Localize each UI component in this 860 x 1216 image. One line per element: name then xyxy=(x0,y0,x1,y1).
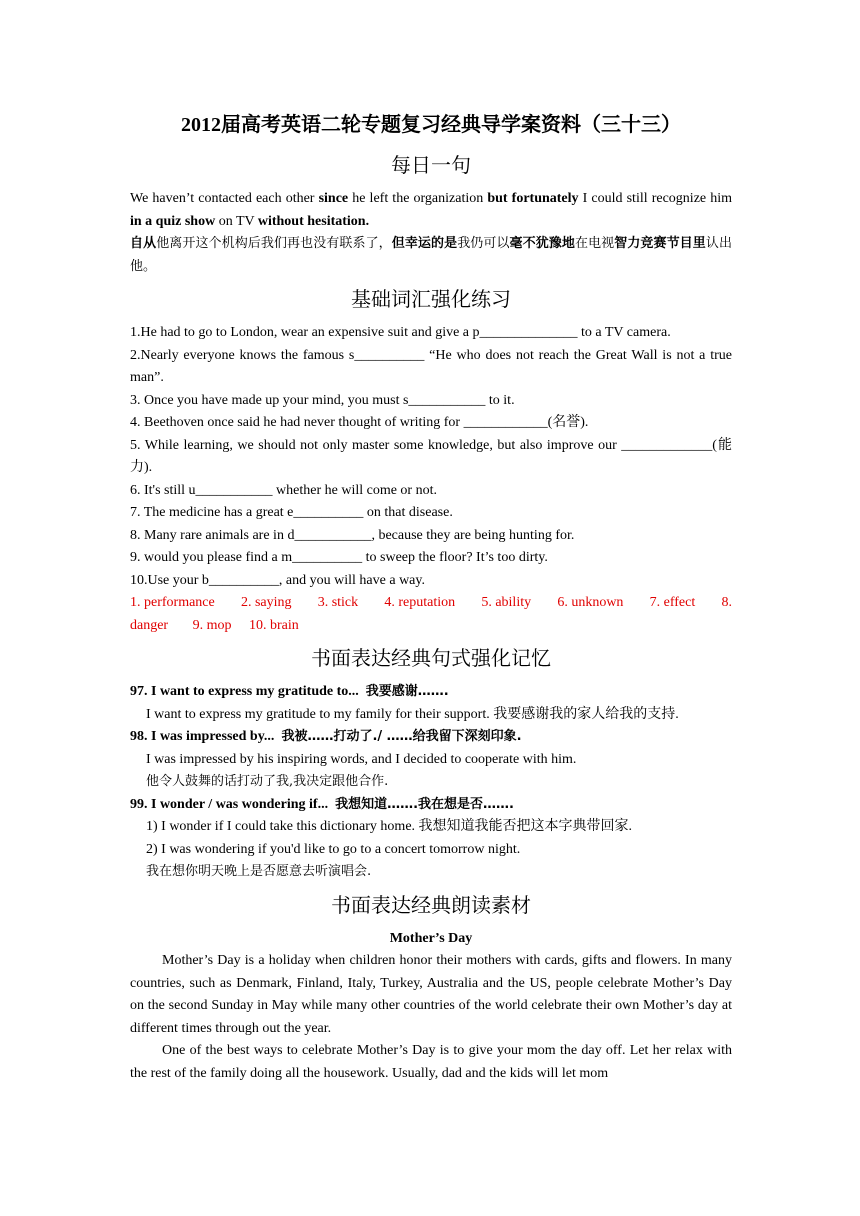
reading-subtitle: Mother’s Day xyxy=(389,930,473,946)
pattern-98-example: I was impressed by his inspiring words, and I decided to cooperate with him. xyxy=(146,751,577,767)
vocab-answers-line1 xyxy=(130,592,732,615)
vocab-answers-line2 xyxy=(130,615,732,638)
pattern-zh: 我被……打动了./ ……给我留下深刻印象. xyxy=(281,729,522,744)
answer-item: 9. mop xyxy=(192,617,232,633)
pattern-97-head xyxy=(130,681,732,704)
pattern-98-head xyxy=(130,726,732,749)
pattern-97-example: I want to express my gratitude to my family for their support. 我要感谢我的家人给我的支持. xyxy=(146,706,679,722)
daily-zh-seg: 认出他。 xyxy=(130,236,732,274)
answer-item: 10. brain xyxy=(248,617,299,633)
daily-zh-seg: 智力竞赛节目里 xyxy=(614,236,706,251)
daily-zh-seg: 他离开这个机构后我们再也没有联系了， xyxy=(156,236,392,251)
vocab-item: 9. would you please find a m__________ to sweep the floor? It’s too dirty. xyxy=(130,550,548,565)
vocab-item: 10.Use your b__________, and you will have a way. xyxy=(130,572,425,588)
answer-item: 6. unknown xyxy=(557,595,624,610)
answer-item: danger xyxy=(130,617,169,633)
pattern-en: 98. I was impressed by... xyxy=(130,729,275,744)
daily-en-seg: he left the organization xyxy=(348,191,488,206)
daily-heading: 每日一句 xyxy=(391,153,471,177)
answer-item: 4. reputation xyxy=(384,595,456,610)
pattern-zh: 我想知道…….我在想是否……. xyxy=(335,796,514,812)
reading-paragraph-2: One of the best ways to celebrate Mother’s Day is to give your mom the day off. Let her relax with the rest of the family doing all the housework. Usually, dad and the kids will let mom xyxy=(130,1043,732,1081)
pattern-99-example-1: 1) I wonder if I could take this dictionary home. 我想知道我能否把这本字典带回家. xyxy=(146,819,633,834)
daily-en-seg: on TV xyxy=(215,213,258,229)
vocab-heading: 基础词汇强化练习 xyxy=(351,287,511,311)
daily-en-seg: since xyxy=(318,191,349,206)
answer-item: 8. xyxy=(721,595,732,610)
answer-item: 1. performance xyxy=(130,595,215,610)
document-page xyxy=(130,110,732,1085)
vocab-item: 1.He had to go to London, wear an expensive suit and give a p______________ to a TV camera. xyxy=(130,325,671,340)
reading-heading: 书面表达经典朗读素材 xyxy=(331,892,531,917)
daily-en-seg: We haven’t contacted each other xyxy=(130,191,319,206)
daily-zh-seg: 但幸运的是 xyxy=(391,236,458,251)
sentences-heading: 书面表达经典句式强化记忆 xyxy=(311,646,551,670)
pattern-98-translation: 他令人鼓舞的话打动了我,我决定跟他合作. xyxy=(146,774,389,789)
vocab-item: 7. The medicine has a great e__________ on that disease. xyxy=(130,505,453,520)
daily-sentence-zh xyxy=(130,233,732,278)
daily-zh-seg: 我仍可以 xyxy=(457,236,510,251)
pattern-en: 99. I wonder / was wondering if... xyxy=(130,796,329,812)
daily-zh-seg: 毫不犹豫地 xyxy=(509,236,575,251)
daily-en-seg: I could still recognize him xyxy=(578,191,732,206)
reading-paragraph-1: Mother’s Day is a holiday when children honor their mothers with cards, gifts and flowers. In many countries, such as Denmark, Finland, Italy, Turkey, Australia and the US, people celebrate Mother’s Day on the second Sunday in May while many other countries of the world celebrate their own Mother’s day at different times through out the year. xyxy=(130,953,732,1036)
answer-item: 2. saying xyxy=(240,595,292,610)
daily-zh-seg: 自从 xyxy=(130,236,157,251)
pattern-99-head xyxy=(130,794,732,817)
pattern-zh: 我要感谢……. xyxy=(365,684,449,699)
vocab-item: 3. Once you have made up your mind, you must s___________ to it. xyxy=(130,392,515,408)
answer-item: 7. effect xyxy=(649,595,696,610)
vocab-item: 4. Beethoven once said he had never thought of writing for ____________(名誉). xyxy=(130,415,589,430)
pattern-99-translation: 我在想你明天晚上是否愿意去听演唱会. xyxy=(146,864,372,879)
answer-item: 5. ability xyxy=(481,595,532,610)
vocab-item: 5. While learning, we should not only master some knowledge, but also improve our _____________(能力). xyxy=(130,437,732,475)
daily-en-seg: without hesitation. xyxy=(257,213,370,229)
vocab-item: 2.Nearly everyone knows the famous s__________ “He who does not reach the Great Wall is not a true man”. xyxy=(130,347,732,385)
answer-item: 3. stick xyxy=(317,595,359,610)
document-title: 2012届高考英语二轮专题复习经典导学案资料（三十三） xyxy=(181,114,681,136)
daily-zh-seg: 在电视 xyxy=(574,236,615,251)
daily-sentence-en xyxy=(130,188,732,233)
vocab-item: 6. It's still u___________ whether he will come or not. xyxy=(130,482,437,498)
daily-en-seg: in a quiz show xyxy=(130,213,216,229)
vocab-item: 8. Many rare animals are in d___________, because they are being hunting for. xyxy=(130,527,575,543)
daily-en-seg: but fortunately xyxy=(487,191,579,206)
pattern-en: 97. I want to express my gratitude to... xyxy=(130,684,359,699)
pattern-99-example-2: 2) I was wondering if you'd like to go to a concert tomorrow night. xyxy=(146,841,521,857)
